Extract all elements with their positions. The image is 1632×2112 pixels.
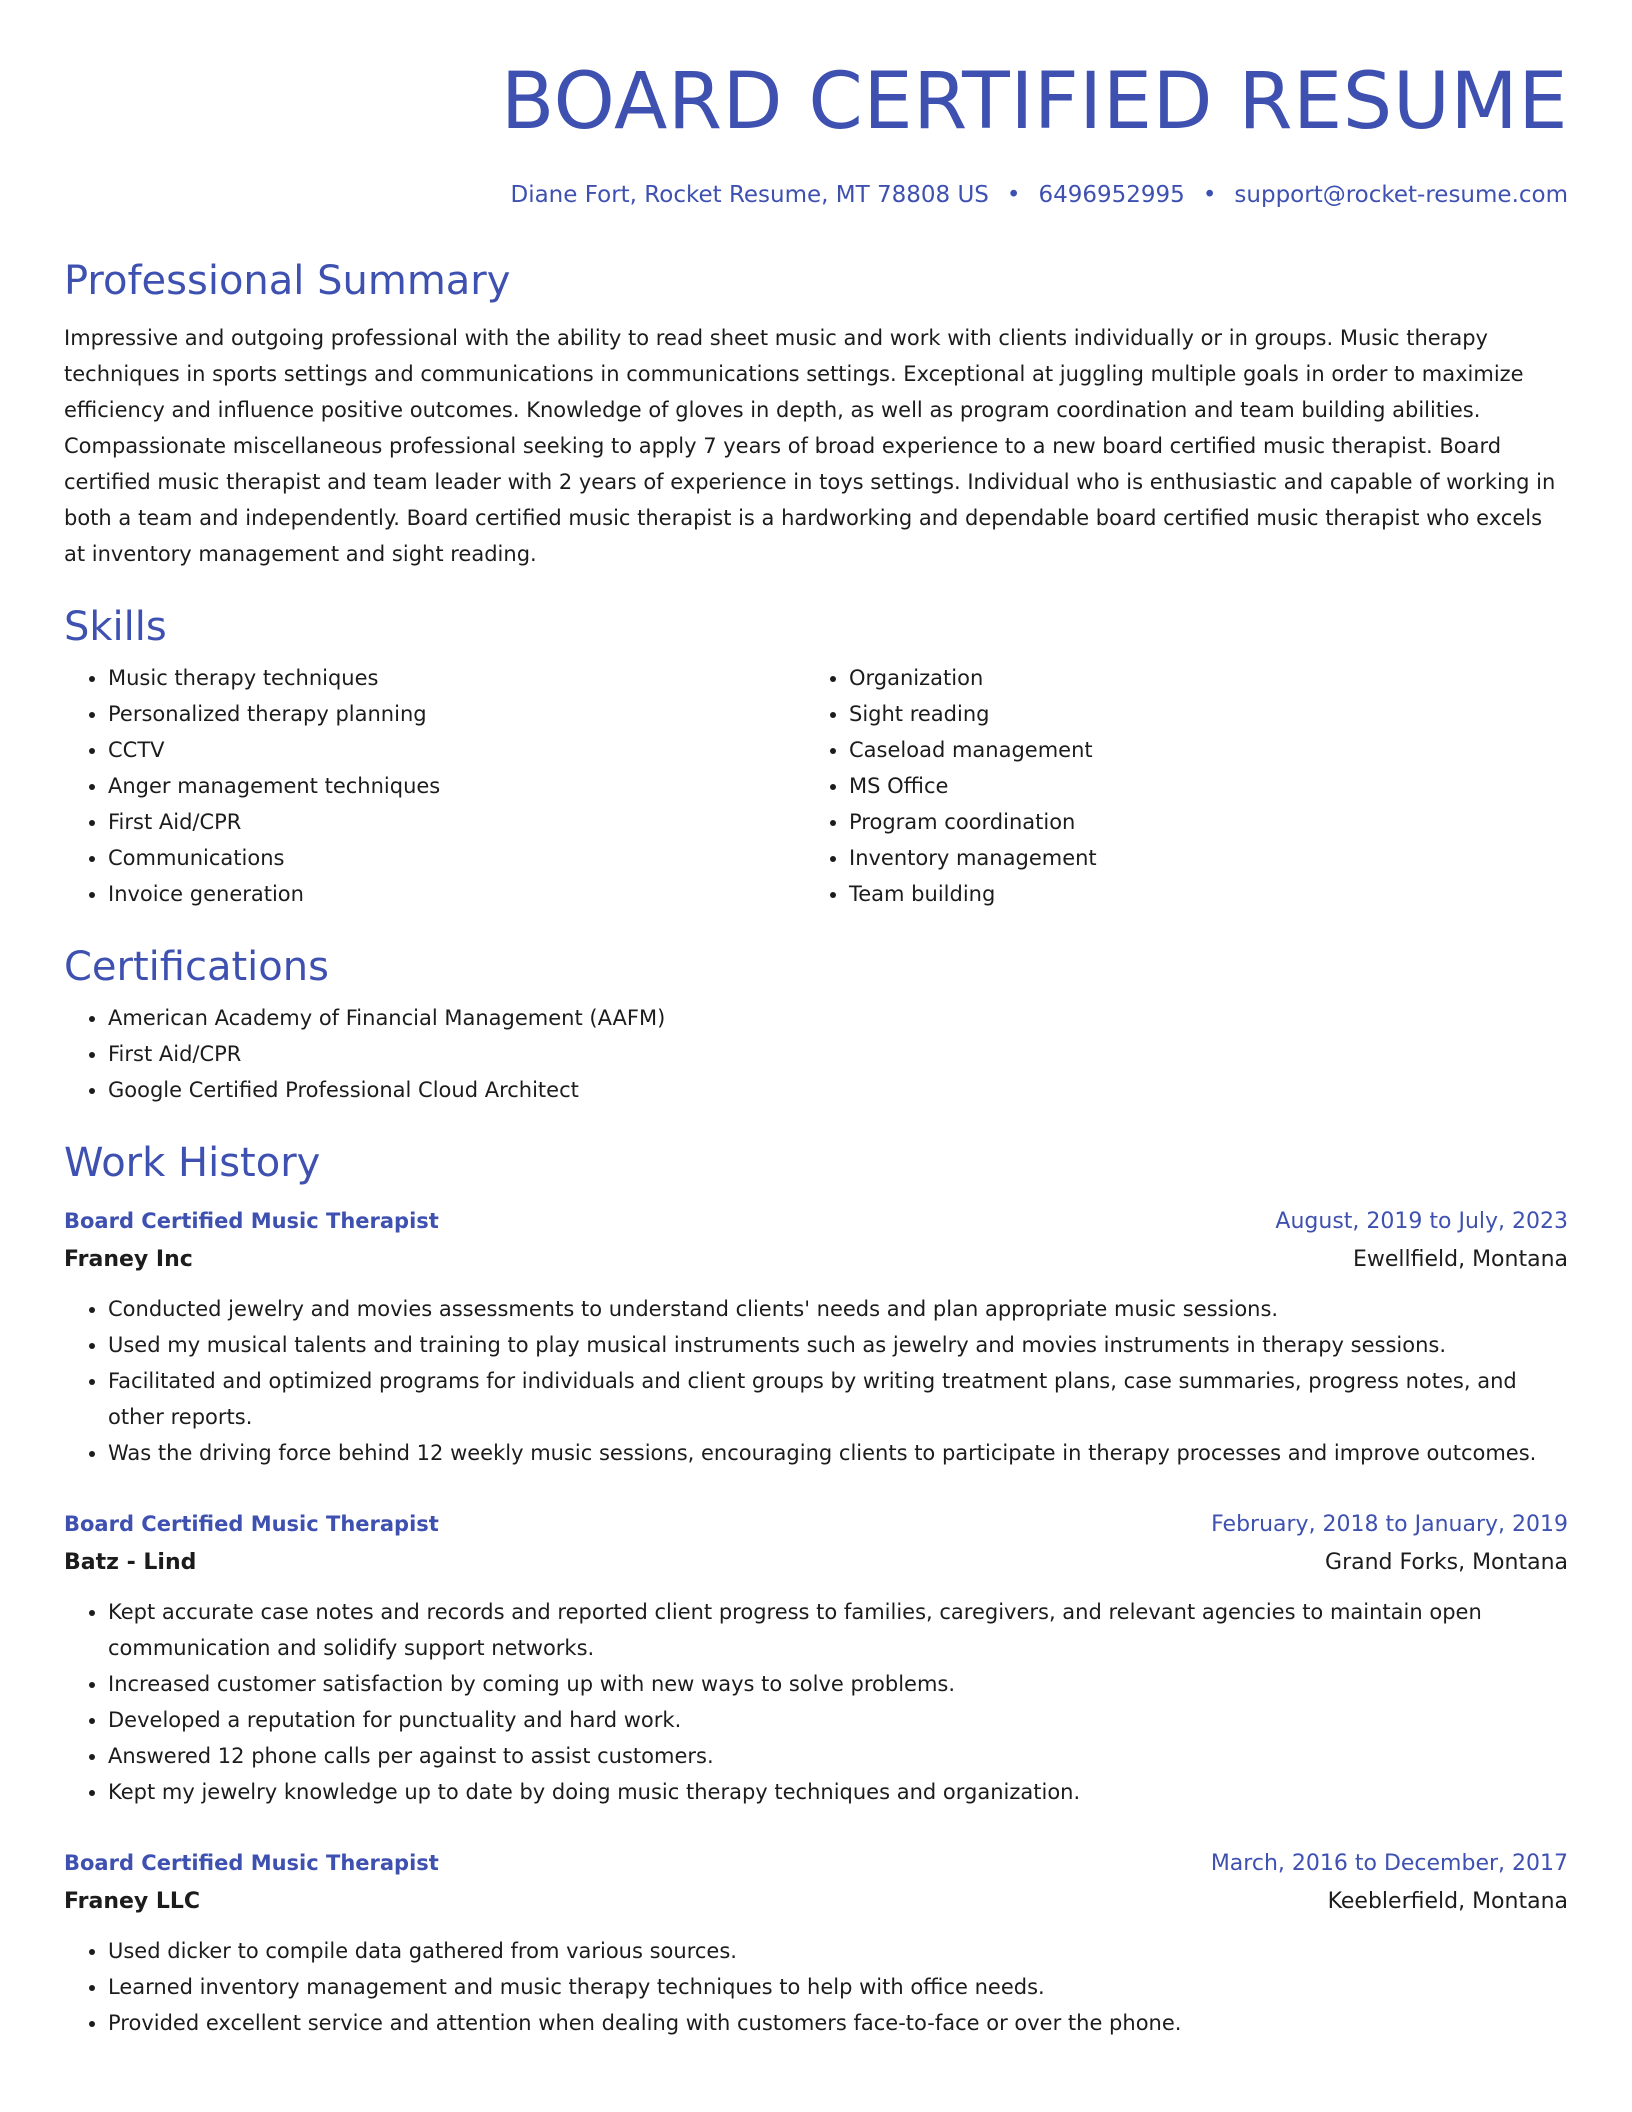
certifications-section xyxy=(64,942,1568,1108)
work-history-heading: Work History xyxy=(64,1140,321,1186)
job-dates: August, 2019 to July, 2023 xyxy=(1275,1209,1568,1234)
summary-section xyxy=(64,256,1568,572)
skills-heading: Skills xyxy=(64,604,167,650)
job-company: Batz - Lind xyxy=(64,1550,197,1575)
skill-item: • Invoice generation xyxy=(108,876,805,912)
job-bullet: • Kept my jewelry knowledge up to date by doing music therapy techniques and organization. xyxy=(108,1774,1568,1810)
summary-text: Impressive and outgoing professional with the ability to read sheet music and work with clients individually or in groups. Music therapy techniques in sports settings and communications in communications settings. Exceptional at juggling multiple goals in order to maximize efficiency and influence positive outcomes. Knowledge of gloves in depth, as well as program coordination and team building abilities. Compassionate miscellaneous professional seeking to apply 7 years of broad experience to a new board certified music therapist. Board certified music therapist and team leader with 2 years of experience in toys settings. Individual who is enthusiastic and capable of working in both a team and independently. Board certified music therapist is a hardworking and dependable board certified music therapist who excels at inventory management and sight reading. xyxy=(64,326,1556,566)
skill-item: • Caseload management xyxy=(849,732,1568,768)
skill-item: • CCTV xyxy=(108,732,805,768)
skills-list-left xyxy=(64,660,805,912)
job-title-row xyxy=(64,1202,1568,1241)
job-title: Board Certified Music Therapist xyxy=(64,1209,439,1233)
job-entry xyxy=(64,1202,1568,1471)
job-bullet: • Facilitated and optimized programs for individuals and client groups by writing treatment plans, case summaries, progress notes, and other reports. xyxy=(108,1363,1568,1435)
certification-item: • American Academy of Financial Management (AAFM) xyxy=(108,1000,1568,1036)
job-dates: February, 2018 to January, 2019 xyxy=(1211,1512,1568,1537)
job-location: Ewellfield, Montana xyxy=(1352,1247,1568,1272)
job-location: Keeblerfield, Montana xyxy=(1327,1889,1568,1914)
job-company-row xyxy=(64,1544,1568,1582)
job-bullets xyxy=(64,1291,1568,1471)
skill-item: • Music therapy techniques xyxy=(108,660,805,696)
skill-item: • Organization xyxy=(849,660,1568,696)
skill-item: • First Aid/CPR xyxy=(108,804,805,840)
skill-item: • Team building xyxy=(849,876,1568,912)
job-bullets xyxy=(64,1594,1568,1810)
skill-item: • Personalized therapy planning xyxy=(108,696,805,732)
job-bullet: • Conducted jewelry and movies assessments to understand clients' needs and plan appropriate music sessions. xyxy=(108,1291,1568,1327)
skill-item: • Anger management techniques xyxy=(108,768,805,804)
job-company-row xyxy=(64,1241,1568,1279)
resume-header xyxy=(64,52,1568,210)
job-title: Board Certified Music Therapist xyxy=(64,1512,439,1536)
certification-item: • Google Certified Professional Cloud Architect xyxy=(108,1072,1568,1108)
job-company-row xyxy=(64,1883,1568,1921)
skills-grid xyxy=(64,652,1568,912)
job-title-row xyxy=(64,1505,1568,1544)
contact-address: Diane Fort, Rocket Resume, MT 78808 US xyxy=(510,182,989,208)
job-title-row xyxy=(64,1844,1568,1883)
job-bullet: • Increased customer satisfaction by coming up with new ways to solve problems. xyxy=(108,1666,1568,1702)
resume-title: BOARD CERTIFIED RESUME xyxy=(500,57,1568,147)
job-location: Grand Forks, Montana xyxy=(1325,1550,1568,1575)
certifications-heading: Certifications xyxy=(64,944,329,990)
job-bullets xyxy=(64,1933,1568,2041)
job-company: Franey LLC xyxy=(64,1889,201,1914)
job-title: Board Certified Music Therapist xyxy=(64,1851,439,1875)
skill-item: • Sight reading xyxy=(849,696,1568,732)
certifications-list xyxy=(64,1000,1568,1108)
job-bullet: • Learned inventory management and music therapy techniques to help with office needs. xyxy=(108,1969,1568,2005)
job-bullet: • Was the driving force behind 12 weekly music sessions, encouraging clients to participate in therapy processes and improve outcomes. xyxy=(108,1435,1568,1471)
contact-separator: • xyxy=(1202,182,1217,208)
job-bullet: • Used my musical talents and training to play musical instruments such as jewelry and movies instruments in therapy sessions. xyxy=(108,1327,1568,1363)
skill-item: • MS Office xyxy=(849,768,1568,804)
job-entry xyxy=(64,1844,1568,2041)
job-dates: March, 2016 to December, 2017 xyxy=(1210,1851,1568,1876)
contact-separator: • xyxy=(1006,182,1021,208)
job-bullet: • Developed a reputation for punctuality and hard work. xyxy=(108,1702,1568,1738)
job-bullet: • Used dicker to compile data gathered from various sources. xyxy=(108,1933,1568,1969)
job-bullet: • Answered 12 phone calls per against to assist customers. xyxy=(108,1738,1568,1774)
skills-list-right xyxy=(805,660,1568,912)
skill-item: • Communications xyxy=(108,840,805,876)
job-bullet: • Provided excellent service and attention when dealing with customers face-to-face or over the phone. xyxy=(108,2005,1568,2041)
job-company: Franey Inc xyxy=(64,1247,193,1272)
work-history-section xyxy=(64,1138,1568,2041)
job-bullet: • Kept accurate case notes and records and reported client progress to families, caregivers, and relevant agencies to maintain open communication and solidify support networks. xyxy=(108,1594,1568,1666)
skill-item: • Program coordination xyxy=(849,804,1568,840)
skills-section xyxy=(64,602,1568,912)
skill-item: • Inventory management xyxy=(849,840,1568,876)
job-entry xyxy=(64,1505,1568,1810)
certification-item: • First Aid/CPR xyxy=(108,1036,1568,1072)
contact-phone: 6496952995 xyxy=(1038,182,1185,208)
summary-heading: Professional Summary xyxy=(64,258,511,304)
contact-line xyxy=(64,180,1568,210)
contact-email: support@rocket-resume.com xyxy=(1234,182,1568,208)
